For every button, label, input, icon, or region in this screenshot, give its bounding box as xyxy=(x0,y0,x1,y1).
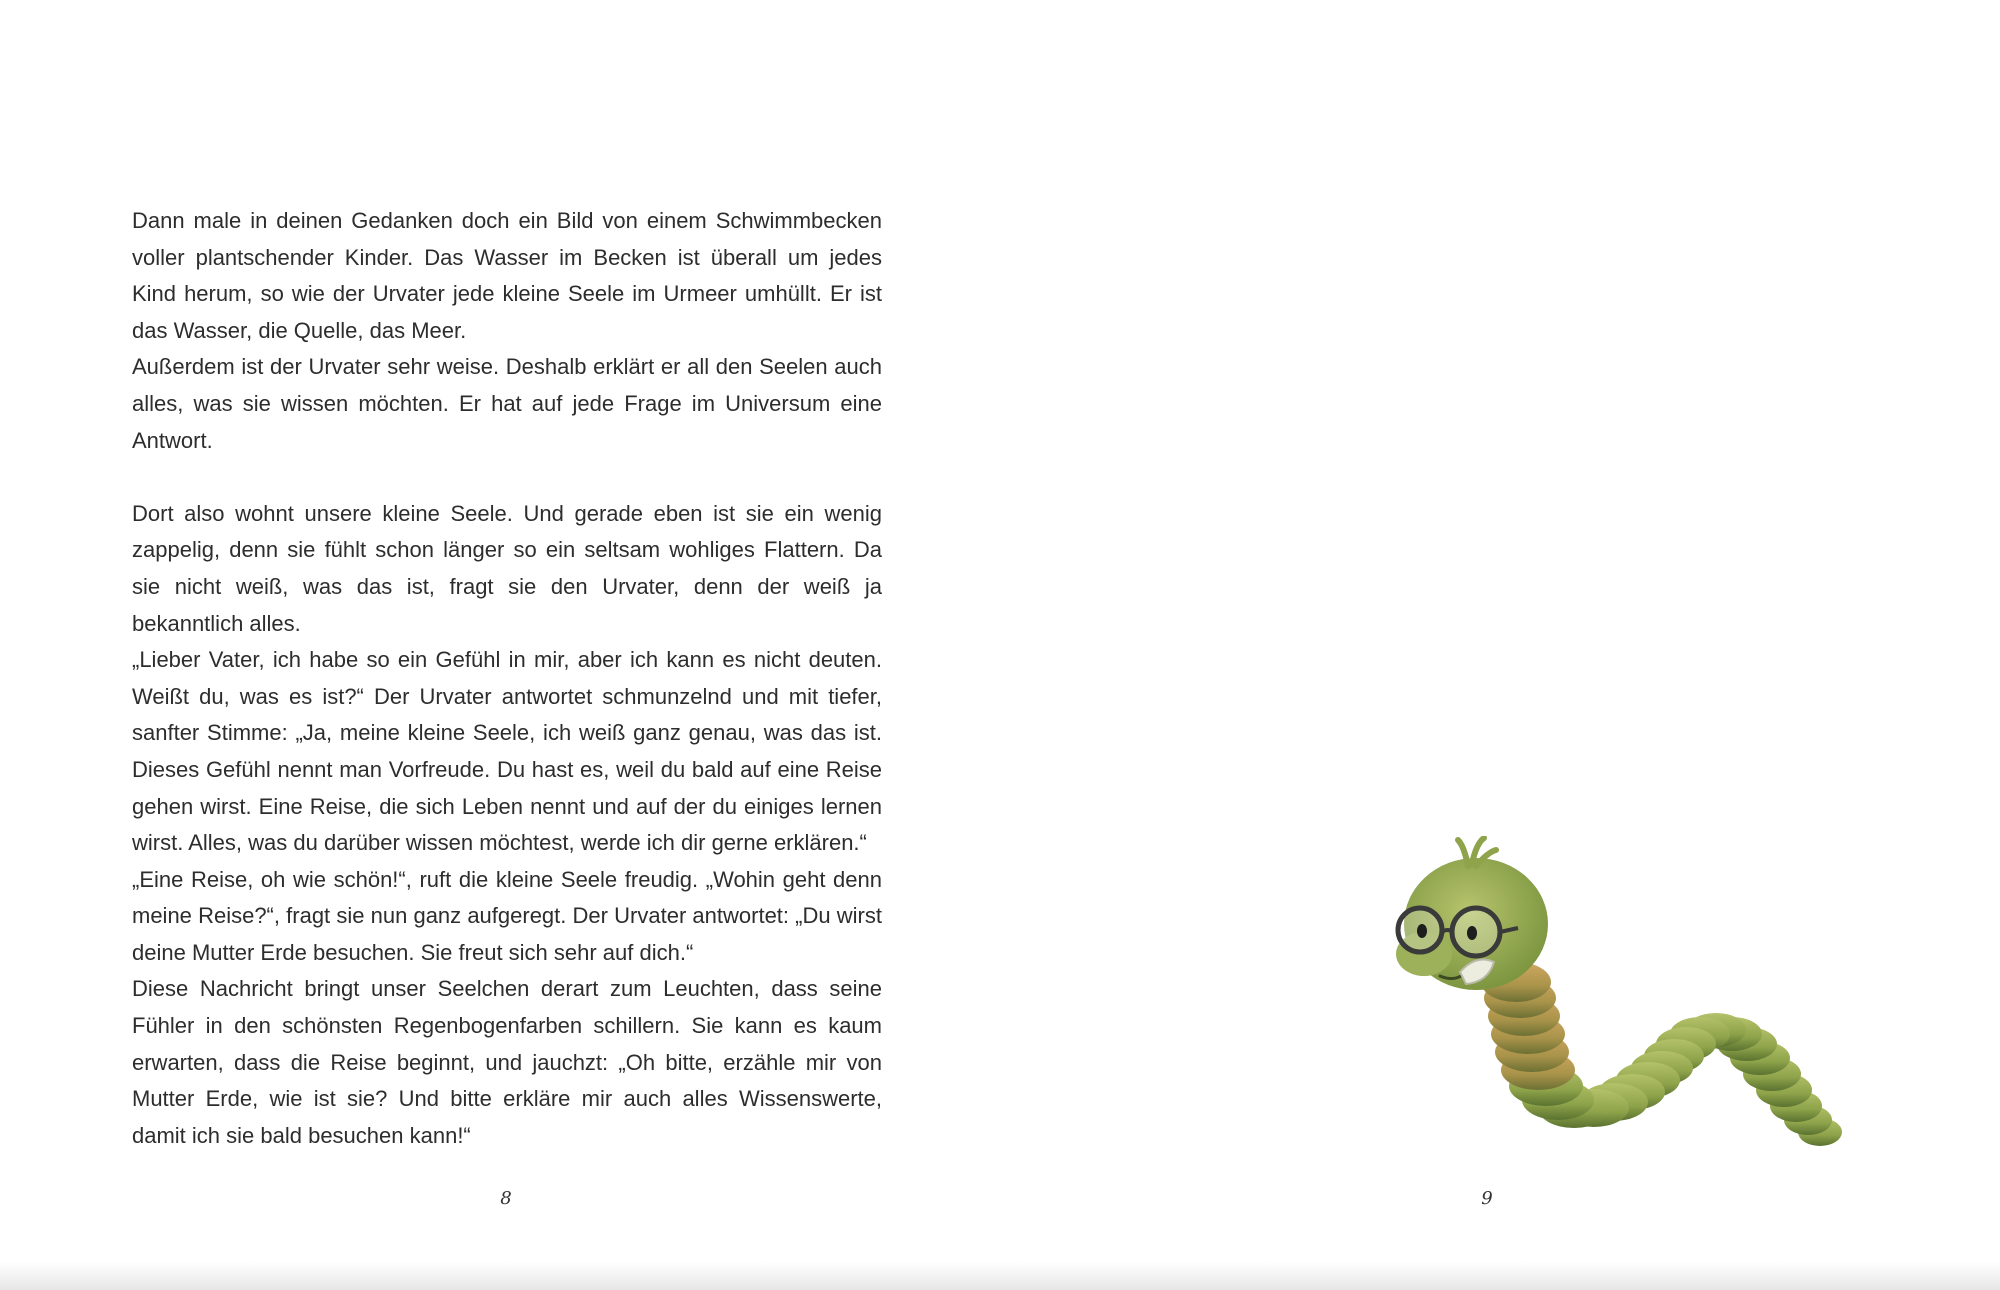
page-number-left: 8 xyxy=(500,1188,512,1209)
paragraph: „Lieber Vater, ich habe so ein Gefühl in mir, aber ich kann es nicht deuten. Weißt du, was es ist?“ Der Urvater antwortet schmunzelnd und mit tiefer, sanfter Stimme: „Ja, meine kleine Seele, ich weiß ganz genau, was das ist. Dieses Gefühl nennt man Vorfreude. Du hast es, weil du bald auf eine Reise gehen wirst. Eine Reise, die sich Leben nennt und auf der du einiges lernen wirst. Alles, was du darüber wissen möchtest, werde ich dir gerne erklären.“ xyxy=(132,647,882,856)
caterpillar-head xyxy=(1396,838,1548,990)
paragraph: Außerdem ist der Urvater sehr weise. Deshalb erklärt er all den Seelen auch alles, was sie wissen möchten. Er hat auf jede Frage im Universum eine Antwort. xyxy=(132,354,882,453)
left-page xyxy=(0,0,1000,1270)
paragraph: Dort also wohnt unsere kleine Seele. Und gerade eben ist sie ein wenig zappelig, denn sie fühlt schon länger so ein seltsam wohliges Flattern. Da sie nicht weiß, was das ist, fragt sie den Urvater, denn der weiß ja bekanntlich alles. xyxy=(132,500,882,636)
paragraph: Diese Nachricht bringt unser Seelchen derart zum Leuchten, dass seine Fühler in den schönsten Regenbogenfarben schillern. Sie kann es kaum erwarten, dass die Reise beginnt, und jauchzt: „Oh bitte, erzähle mir von Mutter Erde, wie ist sie? Und bitte erkläre mir auch alles Wissenswerte, damit ich sie bald besuchen kann!“ xyxy=(132,976,882,1148)
paragraph: „Eine Reise, oh wie schön!“, ruft die kleine Seele freudig. „Wohin geht denn meine Reise?“, fragt sie nun ganz aufgeregt. Der Urvater antwortet: „Du wirst deine Mutter Erde besuchen. Sie freut sich sehr auf dich.“ xyxy=(132,866,882,965)
caterpillar-illustration xyxy=(1368,836,1852,1166)
page-number-right: 9 xyxy=(1481,1188,1493,1209)
paragraph: Dann male in deinen Gedanken doch ein Bild von einem Schwimmbecken voller plantschender Kinder. Das Wasser im Becken ist überall um jedes Kind herum, so wie der Urvater jede kleine Seele im Urmeer umhüllt. Er ist das Wasser, die Quelle, das Meer. xyxy=(132,208,882,343)
body-segments xyxy=(1481,962,1842,1146)
page-bottom-shadow xyxy=(0,1262,2000,1290)
body-text xyxy=(132,203,882,1154)
